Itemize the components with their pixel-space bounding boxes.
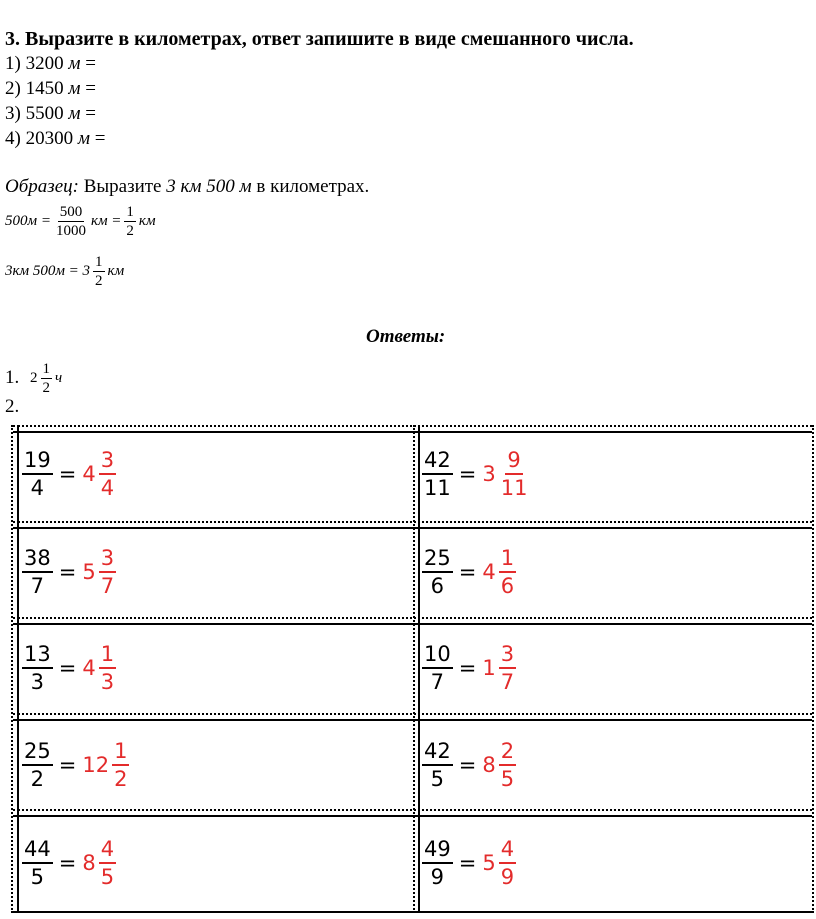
denominator: 6 xyxy=(430,574,445,598)
task-value: 3200 xyxy=(25,53,64,74)
task-heading: 3. Выразите в километрах, ответ запишите в виде смешанного числа. xyxy=(5,28,634,50)
numerator: 1 xyxy=(42,361,50,377)
improper-fraction xyxy=(22,641,53,695)
task-item xyxy=(5,53,96,75)
answer-1 xyxy=(5,360,62,397)
formula-unit: км xyxy=(107,263,125,279)
task-number: 2) xyxy=(5,78,21,99)
denominator: 7 xyxy=(30,574,45,598)
task-equals: = xyxy=(85,78,96,99)
formula-mid: км = xyxy=(90,213,122,229)
numerator: 19 xyxy=(22,447,53,475)
denominator: 5 xyxy=(30,865,45,889)
improper-fraction xyxy=(22,545,53,599)
answer-fraction xyxy=(499,738,516,792)
whole-part: 8 xyxy=(82,851,96,875)
denominator: 2 xyxy=(30,767,45,791)
fraction xyxy=(93,253,105,290)
answer-label: 1. xyxy=(5,366,20,388)
improper-fraction xyxy=(422,836,453,890)
numerator: 3 xyxy=(499,641,516,669)
whole-part: 5 xyxy=(82,560,96,584)
table-cell xyxy=(422,447,529,501)
improper-fraction xyxy=(22,836,53,890)
numerator: 42 xyxy=(422,447,453,475)
sample-text: Выразите xyxy=(78,176,167,197)
sample-formula-2 xyxy=(5,253,124,290)
whole-part: 8 xyxy=(482,753,496,777)
equals-sign: = xyxy=(458,851,477,875)
answer-fraction xyxy=(499,641,516,695)
answer-1-formula xyxy=(30,360,62,397)
numerator: 9 xyxy=(505,447,522,475)
numerator: 25 xyxy=(422,545,453,573)
numerator: 3 xyxy=(99,447,116,475)
numerator: 44 xyxy=(22,836,53,864)
numerator: 4 xyxy=(99,836,116,864)
whole-part: 4 xyxy=(82,462,96,486)
task-unit: м xyxy=(68,53,81,74)
formula-lhs: 500м = xyxy=(5,213,51,229)
sample-quantity: 3 км 500 м xyxy=(166,176,252,197)
task-number: 3) xyxy=(5,103,21,124)
task-equals: = xyxy=(85,103,96,124)
whole-part: 12 xyxy=(82,753,110,777)
task-unit: м xyxy=(68,103,81,124)
equals-sign: = xyxy=(58,656,77,680)
task-value: 5500 xyxy=(25,103,64,124)
improper-fraction xyxy=(22,738,53,792)
answer-fraction xyxy=(99,447,116,501)
answer-fraction xyxy=(499,545,516,599)
numerator: 13 xyxy=(22,641,53,669)
numerator: 1 xyxy=(99,641,116,669)
improper-fraction xyxy=(22,447,53,501)
denominator: 11 xyxy=(424,476,451,500)
denominator: 9 xyxy=(500,865,515,889)
formula-lhs: 3км 500м = 3 xyxy=(5,263,91,279)
whole-part: 3 xyxy=(482,462,496,486)
answer-fraction xyxy=(112,738,129,792)
numerator: 3 xyxy=(99,545,116,573)
denominator: 9 xyxy=(430,865,445,889)
answer-fraction xyxy=(499,836,516,890)
table-row xyxy=(13,425,812,523)
whole-part: 5 xyxy=(482,851,496,875)
numerator: 38 xyxy=(22,545,53,573)
denominator: 3 xyxy=(100,670,115,694)
denominator: 5 xyxy=(100,865,115,889)
denominator: 7 xyxy=(430,670,445,694)
denominator: 2 xyxy=(114,767,128,791)
task-value: 1450 xyxy=(25,78,64,99)
denominator: 2 xyxy=(126,223,134,239)
numerator: 49 xyxy=(422,836,453,864)
row-border xyxy=(13,815,812,913)
answer-fraction xyxy=(499,447,530,501)
denominator: 2 xyxy=(95,273,103,289)
task-equals: = xyxy=(94,128,106,149)
answers-table xyxy=(11,425,814,913)
table-cell xyxy=(22,447,116,501)
fraction xyxy=(54,203,88,240)
answer-unit: ч xyxy=(55,370,63,386)
denominator: 1000 xyxy=(55,223,86,239)
numerator: 1 xyxy=(499,545,516,573)
answer-2-label: 2. xyxy=(5,396,20,417)
formula-unit: км xyxy=(138,213,156,229)
numerator: 1 xyxy=(112,738,129,766)
answer-fraction xyxy=(99,641,116,695)
table-cell xyxy=(422,738,516,792)
table-cell xyxy=(422,545,516,599)
row-border xyxy=(13,527,812,619)
equals-sign: = xyxy=(458,560,477,584)
task-unit: м xyxy=(68,78,81,99)
answer-fraction xyxy=(99,836,116,890)
task-item xyxy=(5,128,105,150)
whole-part: 4 xyxy=(482,560,496,584)
denominator: 4 xyxy=(30,476,45,500)
improper-fraction xyxy=(422,738,453,792)
table-cell xyxy=(422,641,516,695)
task-item xyxy=(5,103,96,125)
sample-text-end: в километрах. xyxy=(251,176,370,197)
task-unit: м xyxy=(77,128,90,149)
denominator: 11 xyxy=(500,476,528,500)
task-value: 20300 xyxy=(25,128,74,149)
numerator: 4 xyxy=(499,836,516,864)
equals-sign: = xyxy=(58,462,77,486)
whole-part: 1 xyxy=(482,656,496,680)
improper-fraction xyxy=(422,447,453,501)
equals-sign: = xyxy=(458,753,477,777)
answer-fraction xyxy=(99,545,116,599)
table-row xyxy=(13,713,812,811)
denominator: 5 xyxy=(430,767,445,791)
sample-formula-1 xyxy=(5,203,156,240)
row-border xyxy=(13,431,812,523)
numerator: 1 xyxy=(95,254,103,270)
answers-title: Ответы: xyxy=(366,326,446,347)
task-number: 4) xyxy=(5,128,21,149)
row-border xyxy=(13,719,812,811)
denominator: 4 xyxy=(100,476,115,500)
numerator: 10 xyxy=(422,641,453,669)
equals-sign: = xyxy=(458,462,477,486)
table-border xyxy=(13,911,812,913)
table-row xyxy=(13,809,812,913)
task-item xyxy=(5,78,96,100)
improper-fraction xyxy=(422,641,453,695)
denominator: 6 xyxy=(500,574,515,598)
fraction xyxy=(41,360,53,397)
equals-sign: = xyxy=(458,656,477,680)
table-row xyxy=(13,617,812,715)
equals-sign: = xyxy=(58,560,77,584)
fraction xyxy=(124,203,136,240)
row-border xyxy=(13,623,812,715)
equals-sign: = xyxy=(58,851,77,875)
table-cell xyxy=(22,545,116,599)
sample-line xyxy=(5,176,369,198)
denominator: 5 xyxy=(500,767,515,791)
numerator: 1 xyxy=(126,204,134,220)
sample-label: Образец: xyxy=(5,176,79,197)
task-equals: = xyxy=(85,53,96,74)
improper-fraction xyxy=(422,545,453,599)
denominator: 7 xyxy=(100,574,115,598)
table-cell xyxy=(422,836,516,890)
task-number: 1) xyxy=(5,53,21,74)
numerator: 42 xyxy=(422,738,453,766)
denominator: 3 xyxy=(30,670,45,694)
table-cell xyxy=(22,641,116,695)
numerator: 2 xyxy=(499,738,516,766)
table-cell xyxy=(22,738,129,792)
whole-part: 2 xyxy=(30,370,38,386)
whole-part: 4 xyxy=(82,656,96,680)
table-row xyxy=(13,521,812,619)
equals-sign: = xyxy=(58,753,77,777)
numerator: 25 xyxy=(22,738,53,766)
table-cell xyxy=(22,836,116,890)
denominator: 7 xyxy=(500,670,515,694)
numerator: 500 xyxy=(59,204,83,220)
denominator: 2 xyxy=(42,380,50,396)
